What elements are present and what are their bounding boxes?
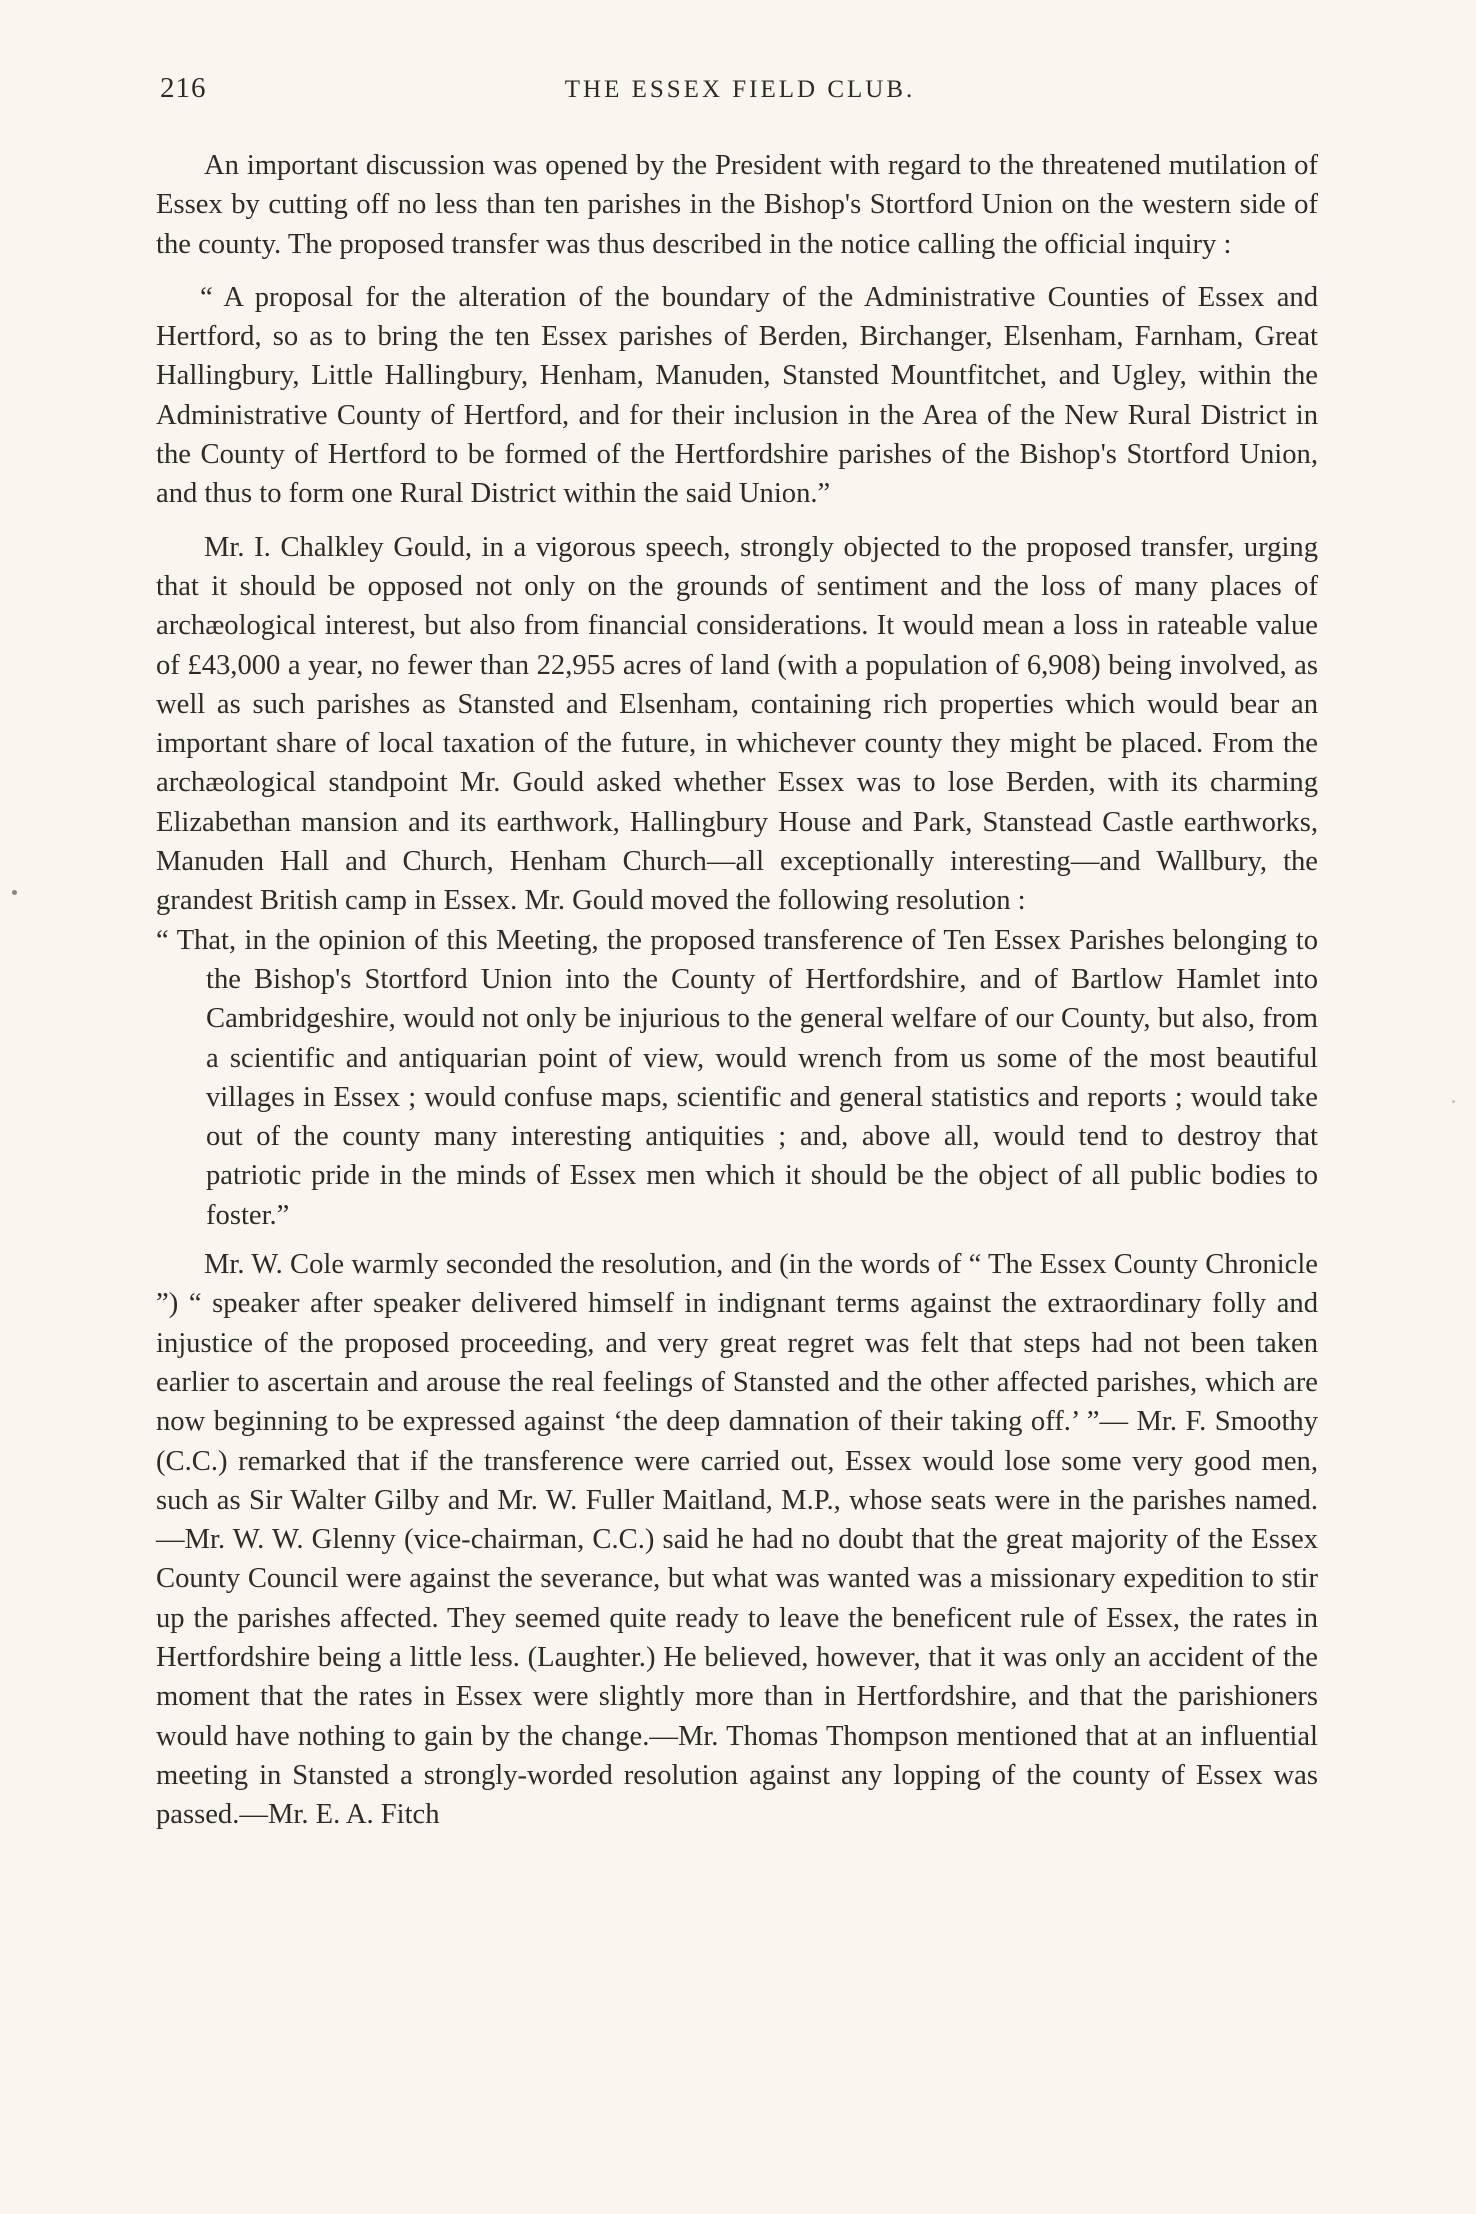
page-number: 216 bbox=[160, 72, 207, 104]
gould-speech-paragraph: Mr. I. Chalkley Gould, in a vigorous speech, strongly objected to the proposed transfer, urging that it should be opposed not only on the grounds of sentiment and the loss of many places of archæological interest, but also from financial considerations. It would mean a loss in rateable value of £43,000 a year, no fewer than 22,955 acres of land (with a population of 6,908) being involved, as well as such parishes as Stansted and Elsenham, containing rich properties which would bear an important share of local taxation of the future, in whichever county they might be placed. From the archæological standpoint Mr. Gould asked whether Essex was to lose Berden, with its charming Elizabethan mansion and its earthwork, Hallingbury House and Park, Stanstead Castle earthworks, Manuden Hall and Church, Henham Church—all exceptionally interesting—and Wallbury, the grandest British camp in Essex. Mr. Gould moved the following resolution : bbox=[156, 531, 1318, 917]
resolution-quote: “ That, in the opinion of this Meeting, the proposed transference of Ten Essex Parishes belonging to the Bishop's Stortford Union into the County of Hertfordshire, and of Bartlow Hamlet into Cambridgeshire, would not only be injurious to the general welfare of our County, but also, from a scientific and antiquarian point of view, would wrench from us some of the most beautiful villages in Essex ; would confuse maps, scientific and general statistics and reports ; would take out of the county many interesting antiquities ; and, above all, would tend to destroy that patriotic pride in the minds of Essex men which it should be the object of all public bodies to foster.” bbox=[156, 924, 1318, 1231]
discussion-paragraph: Mr. W. Cole warmly seconded the resolution, and (in the words of “ The Essex County Chronicle ”) “ speaker after speaker delivered himself in indignant terms against the extraordinary folly and injustice of the proposed proceeding, and very great regret was felt that steps had not been taken earlier to ascertain and arouse the real feelings of Stansted and the other affected parishes, which are now beginning to be expressed against ‘the deep damnation of their taking off.’ ”— Mr. F. Smoothy (C.C.) remarked that if the transference were carried out, Essex would lose some very good men, such as Sir Walter Gilby and Mr. W. Fuller Maitland, M.P., whose seats were in the parishes named.—Mr. W. W. Glenny (vice-chairman, C.C.) said he had no doubt that the great majority of the Essex County Council were against the severance, but what was wanted was a missionary expedition to stir up the parishes affected. They seemed quite ready to leave the beneficent rule of Essex, the rates in Hertfordshire being a little less. (Laughter.) He believed, however, that it was only an accident of the moment that the rates in Essex were slightly more than in Hertfordshire, and that the parishioners would have nothing to gain by the change.—Mr. Thomas Thompson mentioned that at an influential meeting in Stansted a strongly-worded resolution against any lopping of the county of Essex was passed.—Mr. E. A. Fitch bbox=[156, 1249, 1318, 1831]
paper-speck bbox=[12, 890, 17, 895]
running-title: THE ESSEX FIELD CLUB. bbox=[564, 76, 916, 103]
quoted-notice: “ A proposal for the alteration of the boundary of the Administrative Counties of Essex and Hertford, so as to bring the ten Essex parishes of Berden, Birchanger, Elsenham, Farnham, Great Hallingbury, Little Hallingbury, Henham, Manuden, Stansted Mountfitchet, and Ugley, within the Administrative County of Hertford, and for their inclusion in the Area of the New Rural District in the County of Hertford to be formed of the Hertfordshire parishes of the Bishop's Stortford Union, and thus to form one Rural District within the said Union.” bbox=[156, 281, 1318, 510]
paper-speck bbox=[1452, 1100, 1455, 1103]
body-text bbox=[156, 146, 1318, 1834]
intro-paragraph: An important discussion was opened by the President with regard to the threatened mutilation of Essex by cutting off no less than ten parishes in the Bishop's Stortford Union on the western side of the county. The proposed transfer was thus described in the notice calling the official inquiry : bbox=[156, 150, 1318, 260]
page-header bbox=[160, 72, 1320, 112]
